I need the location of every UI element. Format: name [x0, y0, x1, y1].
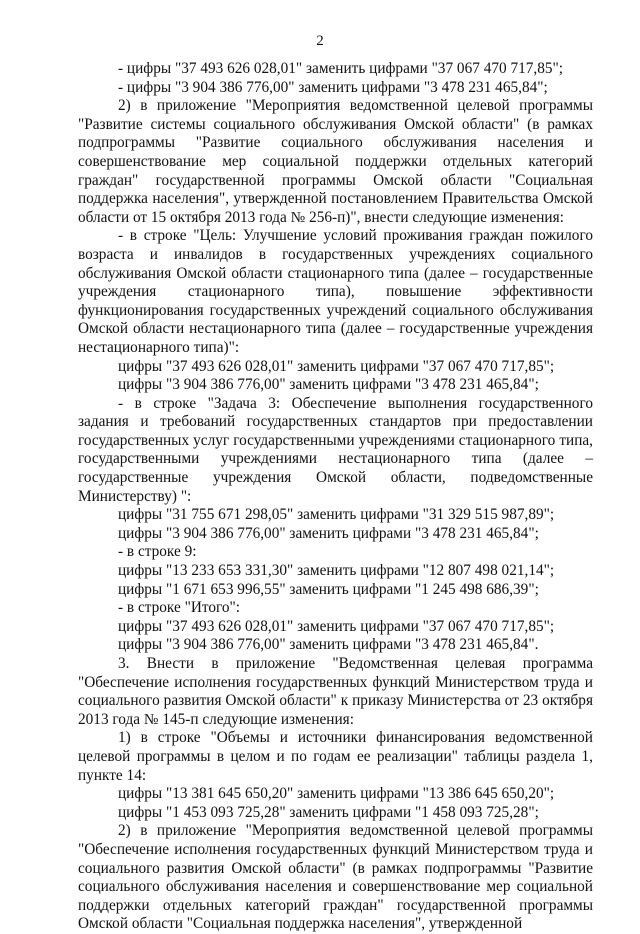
- list-item: цифры "3 904 386 776,00" заменить цифрами "3 478 231 465,84".: [118, 636, 539, 654]
- paragraph: - в строке "Цель: Улучшение условий проживания граждан пожилого возраста и инвалидов в государственных учреждениях социального обслуживания Омской области стационарного типа (далее – государственные учреждения стационарного типа), повышение эффективности функционирования государственных учреждений социального обслуживания Омской области нестационарного типа (далее – государственные учреждения нестационарного типа)":: [78, 227, 593, 356]
- page-number: 2: [316, 33, 324, 49]
- list-item: цифры "37 493 626 028,01" заменить цифрами "37 067 470 717,85";: [118, 357, 555, 375]
- list-item: цифры "3 904 386 776,00" заменить цифрами "3 478 231 465,84";: [118, 376, 539, 394]
- list-item: цифры "37 493 626 028,01" заменить цифрами "37 067 470 717,85";: [118, 617, 555, 635]
- list-item: цифры "1 671 653 996,55" заменить цифрами "1 245 498 686,39";: [118, 580, 539, 598]
- paragraph: 2) в приложение "Мероприятия ведомственной целевой программы "Развитие системы социального обслуживания Омской области" (в рамках подпрограммы "Развитие социального обслуживания населения и совершенствование мер социальной поддержки отдельных категорий граждан" государственной программы Омской области "Социальная поддержка населения", утвержденной постановлением Правительства Омской области от 15 октября 2013 года № 256-п)", внести следующие изменения:: [78, 97, 593, 226]
- paragraph: - в строке "Задача 3: Обеспечение выполнения государственного задания и требований государственных стандартов при предоставлении государственных услуг государственными учреждениями стационарного типа, государственными учреждениями нестационарного типа (далее – государственные учреждения Омской области, подведомственные Министерству) ":: [78, 394, 593, 505]
- document-body: [78, 60, 593, 934]
- paragraph: 1) в строке "Объемы и источники финансирования ведомственной целевой программы в целом и по годам ее реализации" таблицы раздела 1, пункте 14:: [78, 729, 593, 784]
- list-item: - в строке 9:: [118, 543, 197, 561]
- list-item: - цифры "37 493 626 028,01" заменить цифрами "37 067 470 717,85";: [118, 60, 564, 77]
- list-item: цифры "31 755 671 298,05" заменить цифрами "31 329 515 987,89";: [118, 506, 555, 524]
- paragraph: 2) в приложение "Мероприятия ведомственной целевой программы "Обеспечение исполнения государственных функций Министерством труда и социального развития Омской области" (в рамках подпрограммы "Развитие социального обслуживания населения и совершенствование мер социальной поддержки отдельных категорий граждан" государственной программы Омской области "Социальная поддержка населения", утвержденной: [78, 822, 593, 933]
- list-item: цифры "1 453 093 725,28" заменить цифрами "1 458 093 725,28";: [118, 803, 539, 821]
- list-item: цифры "13 233 653 331,30" заменить цифрами "12 807 498 021,14";: [118, 562, 555, 580]
- list-item: - в строке "Итого":: [118, 599, 241, 617]
- list-item: - цифры "3 904 386 776,00" заменить цифрами "3 478 231 465,84";: [118, 78, 548, 96]
- paragraph: 3. Внести в приложение "Ведомственная целевая программа "Обеспечение исполнения государственных функций Министерством труда и социального развития Омской области" к приказу Министерства от 23 октября 2013 года № 145-п следующие изменения:: [78, 655, 593, 728]
- list-item: цифры "3 904 386 776,00" заменить цифрами "3 478 231 465,84";: [118, 524, 539, 542]
- list-item: цифры "13 381 645 650,20" заменить цифрами "13 386 645 650,20";: [118, 785, 555, 803]
